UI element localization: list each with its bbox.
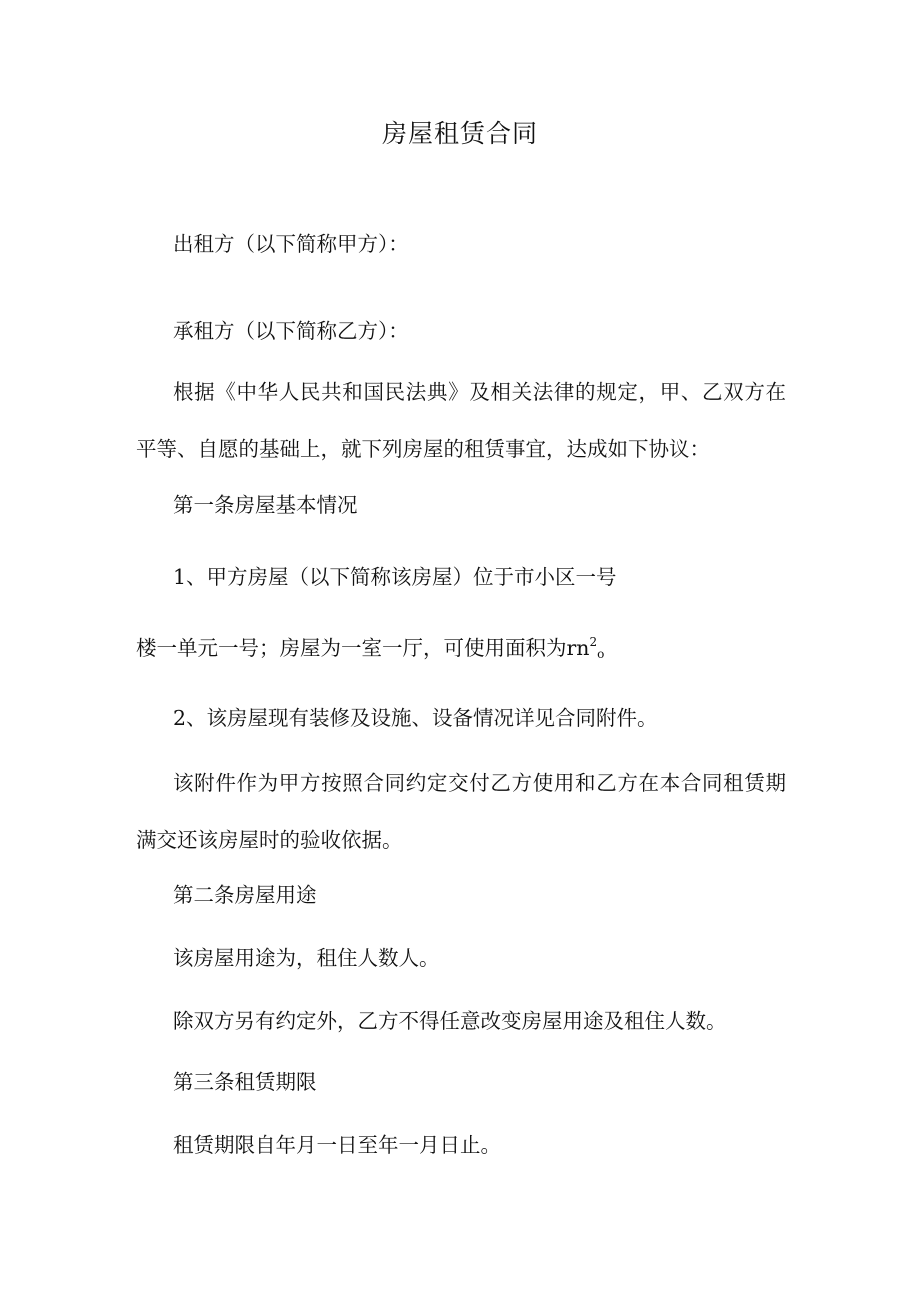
lessee-line: 承租方（以下简称乙方）： [173, 319, 409, 343]
article-2-restriction: 除双方另有约定外，乙方不得任意改变房屋用途及租住人数。 [173, 1009, 727, 1033]
article-2-use: 该房屋用途为，租住人数人。 [173, 946, 440, 970]
article-1-annex-note: 该附件作为甲方按照合同约定交付乙方使用和乙方在本合同租赁期满交还该房屋时的验收依据。 [136, 771, 786, 852]
article-2-heading: 第二条房屋用途 [173, 883, 317, 907]
lessor-line: 出租方（以下简称甲方）： [173, 232, 409, 256]
intro-paragraph: 根据《中华人民共和国民法典》及相关法律的规定，甲、乙双方在平等、自愿的基础上，就下列房屋的租赁事宜，达成如下协议： [136, 380, 786, 461]
area-unit-subscript: o [597, 647, 605, 661]
article-1-item-1-line-2 [136, 633, 604, 663]
article-3-term: 租赁期限自年月一日至年一月日止。 [173, 1133, 501, 1157]
article-1-item-1-text: 楼一单元一号；房屋为一室一厅，可使用面积为rn [136, 636, 590, 660]
article-1-item-1-line-1: 1、甲方房屋（以下简称该房屋）位于市小区一号 [173, 565, 617, 589]
article-3-heading: 第三条租赁期限 [173, 1070, 317, 1094]
document-title: 房屋租赁合同 [381, 119, 538, 148]
article-1-heading: 第一条房屋基本情况 [173, 493, 358, 517]
article-1-item-2: 2、该房屋现有装修及设施、设备情况详见合同附件。 [173, 706, 658, 730]
area-unit-superscript: 2 [589, 635, 598, 649]
